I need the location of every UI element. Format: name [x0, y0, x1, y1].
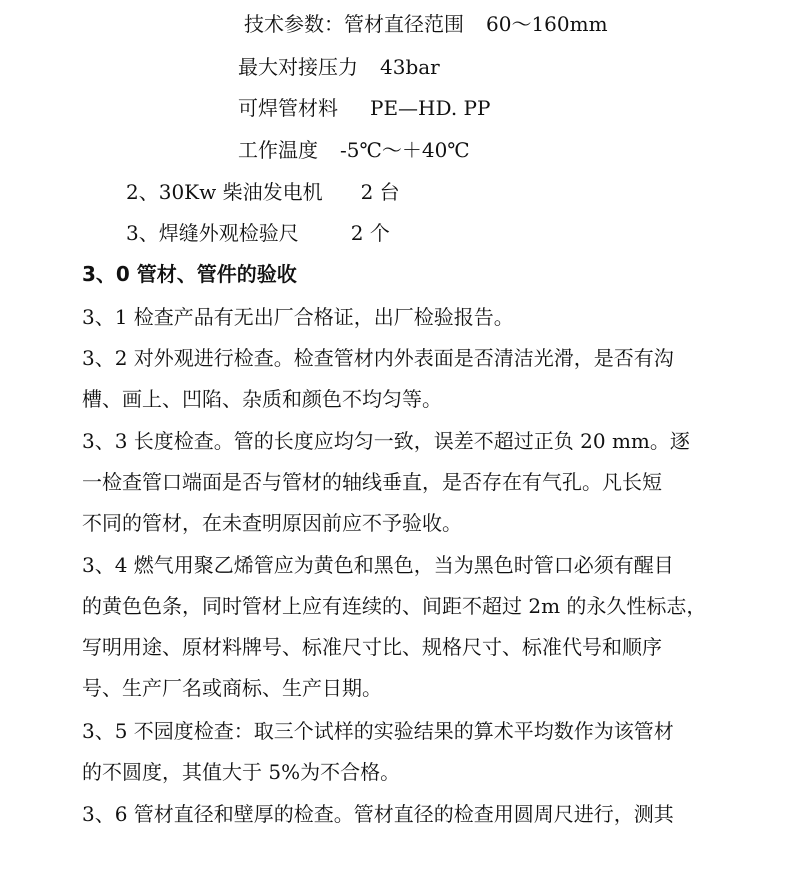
spec-row-temperature [238, 136, 470, 164]
equipment-qty-gauge: 2 个 [350, 221, 390, 245]
equipment-qty-generator: 2 台 [360, 180, 400, 204]
spec-label-diameter: 管材直径范围 [344, 12, 464, 36]
spec-intro: 技术参数： [244, 12, 344, 36]
paragraph-line: 3、4 燃气用聚乙烯管应为黄色和黑色，当为黑色时管口必须有醒目 [82, 553, 674, 577]
paragraph-3-5 [82, 711, 712, 793]
paragraph-line: 不同的管材，在未查明原因前应不予验收。 [82, 511, 462, 535]
spec-row-pressure [238, 53, 440, 81]
equipment-item-generator [126, 178, 400, 206]
paragraph-line: 号、生产厂名或商标、生产日期。 [82, 676, 382, 700]
spec-value-diameter: 60～160mm [486, 12, 608, 36]
paragraph-line: 的黄色色条，同时管材上应有连续的、间距不超过 2m 的永久性标志， [82, 594, 707, 618]
paragraph-line: 槽、画上、凹陷、杂质和颜色不均匀等。 [82, 387, 442, 411]
section-heading: 3、0 管材、管件的验收 [82, 262, 297, 286]
paragraph-3-4 [82, 545, 712, 709]
paragraph-line: 3、1 检查产品有无出厂合格证，出厂检验报告。 [82, 305, 514, 329]
paragraph-3-1 [82, 297, 712, 338]
spec-row-diameter [244, 10, 608, 38]
spec-value-material: PE—HD. PP [370, 96, 491, 120]
spec-label-pressure: 最大对接压力 [238, 55, 358, 79]
spec-row-material [238, 94, 490, 122]
paragraph-3-3 [82, 421, 712, 544]
paragraph-line: 3、3 长度检查。管的长度应均匀一致，误差不超过正负 20 mm。逐 [82, 429, 690, 453]
paragraph-line: 3、6 管材直径和壁厚的检查。管材直径的检查用圆周尺进行，测其 [82, 802, 674, 826]
paragraph-line: 的不圆度，其值大于 5%为不合格。 [82, 760, 401, 784]
spec-value-temperature: -5℃～＋40℃ [340, 138, 470, 162]
paragraph-line: 3、5 不园度检查：取三个试样的实验结果的算术平均数作为该管材 [82, 719, 674, 743]
paragraph-3-6 [82, 794, 712, 835]
equipment-name-generator: 2、30Kw 柴油发电机 [126, 180, 323, 204]
spec-value-pressure: 43bar [380, 55, 440, 79]
spec-label-material: 可焊管材料 [238, 96, 338, 120]
spec-label-temperature: 工作温度 [238, 138, 318, 162]
equipment-name-gauge: 3、焊缝外观检验尺 [126, 221, 299, 245]
paragraph-line: 写明用途、原材料牌号、标准尺寸比、规格尺寸、标准代号和顺序 [82, 635, 662, 659]
equipment-item-gauge [126, 219, 390, 247]
paragraph-3-2 [82, 338, 712, 420]
paragraph-line: 3、2 对外观进行检查。检查管材内外表面是否清洁光滑，是否有沟 [82, 346, 674, 370]
paragraph-line: 一检查管口端面是否与管材的轴线垂直，是否存在有气孔。凡长短 [82, 470, 662, 494]
